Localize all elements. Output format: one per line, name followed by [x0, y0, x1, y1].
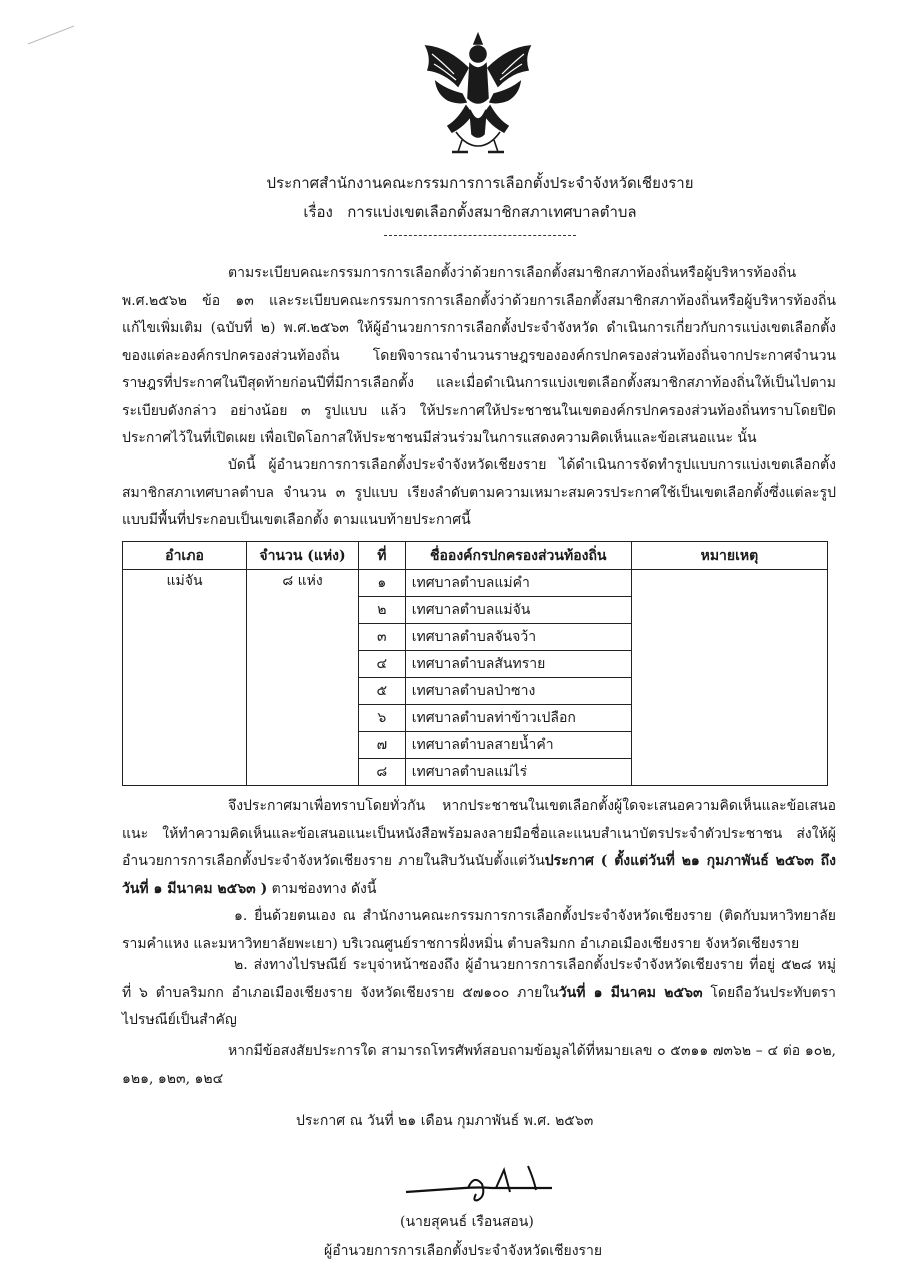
announcement-date: ประกาศ ณ วันที่ ๒๑ เดือน กุมภาพันธ์ พ.ศ. ๒๕๖๓ [296, 1113, 594, 1129]
table-header-row [123, 542, 828, 570]
cell-no: ๕ [358, 678, 405, 705]
paragraph-hereby-tail: ตามช่องทาง ดังนี้ [267, 880, 377, 897]
paragraph-regulation [122, 260, 836, 453]
subject-label: เรื่อง [303, 203, 333, 221]
channel-post-tail: โดยถือวันประทับตราไปรษณีย์เป็นสำคัญ [122, 984, 836, 1028]
channel-in-person-text: ๑. ยื่นด้วยตนเอง ณ สำนักงานคณะกรรมการการเลือกตั้งประจำจังหวัดเชียงราย (ติดกับมหาวิทยาลัยรามคำแหง และมหาวิทยาลัยพะเยา) บริเวณศูนย์ราชการฝั่งหมิ่น ตำบลริมกก อำเภอเมืองเชียงราย จังหวัดเชียงราย [122, 908, 836, 952]
cell-no: ๑ [358, 570, 405, 597]
cell-name: เทศบาลตำบลป่าซาง [405, 678, 631, 705]
municipality-table [122, 541, 828, 786]
title-divider [384, 235, 576, 236]
cell-no: ๔ [358, 651, 405, 678]
col-header-count: จำนวน (แห่ง) [247, 542, 359, 570]
col-header-name: ชื่อองค์กรปกครองส่วนท้องถิ่น [405, 542, 631, 570]
table-row [123, 570, 828, 597]
paragraph-now [122, 452, 836, 535]
signer-name: (นายสุคนธ์ เรือนสอน) [400, 1214, 534, 1230]
announcement-title: ประกาศสำนักงานคณะกรรมการการเลือกตั้งประจำจังหวัดเชียงราย [266, 174, 694, 192]
channel-post [122, 952, 836, 1035]
announcement-subject [20, 200, 900, 224]
cell-name: เทศบาลตำบลแม่ไร่ [405, 759, 631, 786]
cell-remark [631, 570, 827, 786]
cell-name: เทศบาลตำบลแม่คำ [405, 570, 631, 597]
cell-name: เทศบาลตำบลท่าข้าวเปลือก [405, 705, 631, 732]
paragraph-hereby [122, 793, 836, 903]
col-header-remark: หมายเหตุ [631, 542, 827, 570]
channel-in-person [122, 903, 836, 958]
cell-name: เทศบาลตำบลจันจว้า [405, 624, 631, 651]
paragraph-regulation-text: ตามระเบียบคณะกรรมการการเลือกตั้งว่าด้วยการเลือกตั้งสมาชิกสภาท้องถิ่นหรือผู้บริหารท้องถิ่น พ.ศ.๒๕๖๒ ข้อ ๑๓ และระเบียบคณะกรรมการการเลือกตั้งว่าด้วยการเลือกตั้งสมาชิกสภาท้องถิ่นหรือผู้บริหารท้องถิ่น แก้ไขเพิ่มเติม (ฉบับที่ ๒) พ.ศ.๒๕๖๓ ให้ผู้อำนวยการการเลือกตั้งประจำจังหวัด ดำเนินการเกี่ยวกับการแบ่งเขตเลือกตั้งของแต่ละองค์กรปกครองส่วนท้องถิ่น โดยพิจารณาจำนวนราษฎรขององค์กรปกครองส่วนท้องถิ่นจากประกาศจำนวนราษฎรที่ประกาศในปีสุดท้ายก่อนปีที่มีการเลือกตั้ง และเมื่อดำเนินการแบ่งเขตเลือกตั้งสมาชิกสภาท้องถิ่นให้เป็นไปตามระเบียบดังกล่าว อย่างน้อย ๓ รูปแบบ แล้ว ให้ประกาศให้ประชาชนในเขตองค์กรปกครองส่วนท้องถิ่นทราบโดยปิดประกาศไว้ในที่เปิดเผย เพื่อเปิดโอกาสให้ประชาชนมีส่วนร่วมในการแสดงความคิดเห็นและข้อเสนอแนะ นั้น [122, 265, 836, 446]
cell-count: ๘ แห่ง [247, 570, 359, 786]
paragraph-contact-text: หากมีข้อสงสัยประการใด สามารถโทรศัพท์สอบถามข้อมูลได้ที่หมายเลข ๐ ๕๓๑๑ ๗๓๖๒ – ๔ ต่อ ๑๐๒, ๑๒๑, ๑๒๓, ๑๒๔ [122, 1043, 836, 1087]
paragraph-hereby-period: ประกาศ ( ตั้งแต่วันที่ ๒๑ กุมภาพันธ์ ๒๕๖๓ ถึงวันที่ ๑ มีนาคม ๒๕๖๓ ) [122, 853, 836, 897]
cell-no: ๒ [358, 597, 405, 624]
signer-position: ผู้อำนวยการการเลือกตั้งประจำจังหวัดเชียงราย [324, 1243, 603, 1259]
cell-name: เทศบาลตำบลแม่จัน [405, 597, 631, 624]
cell-name: เทศบาลตำบลสายน้ำคำ [405, 732, 631, 759]
cell-no: ๓ [358, 624, 405, 651]
scan-mark [26, 24, 76, 46]
cell-name: เทศบาลตำบลสันทราย [405, 651, 631, 678]
cell-no: ๗ [358, 732, 405, 759]
garuda-emblem-icon [418, 28, 538, 158]
cell-no: ๖ [358, 705, 405, 732]
col-header-no: ที่ [358, 542, 405, 570]
paragraph-hereby-text: จึงประกาศมาเพื่อทราบโดยทั่วกัน หากประชาชนในเขตเลือกตั้งผู้ใดจะเสนอความคิดเห็นและข้อเสนอแนะ ให้ทำความคิดเห็นและข้อเสนอแนะเป็นหนังสือพร้อมลงลายมือชื่อและแนบสำเนาบัตรประจำตัวประชาชน ส่งให้ผู้อำนวยการการเลือกตั้งประจำจังหวัดเชียงราย ภายในสิบวันนับตั้งแต่วัน [122, 798, 836, 869]
channel-post-text: ๒. ส่งทางไปรษณีย์ ระบุจ่าหน้าซองถึง ผู้อำนวยการการเลือกตั้งประจำจังหวัดเชียงราย ที่อยู่ ๕๒๘ หมู่ที่ ๖ ตำบลริมกก อำเภอเมืองเชียงราย จังหวัดเชียงราย ๕๗๑๐๐ ภายใน [122, 957, 836, 1001]
cell-amphoe: แม่จัน [123, 570, 247, 786]
signature-icon [404, 1160, 564, 1210]
subject-text: การแบ่งเขตเลือกตั้งสมาชิกสภาเทศบาลตำบล [347, 203, 637, 221]
paragraph-now-text: บัดนี้ ผู้อำนวยการการเลือกตั้งประจำจังหวัดเชียงราย ได้ดำเนินการจัดทำรูปแบบการแบ่งเขตเลือกตั้งสมาชิกสภาเทศบาลตำบล จำนวน ๓ รูปแบบ เรียงลำดับตามความเหมาะสมควรประกาศใช้เป็นเขตเลือกตั้งซึ่งแต่ละรูปแบบมีพื้นที่ประกอบเป็นเขตเลือกตั้ง ตามแนบท้ายประกาศนี้ [122, 457, 836, 528]
col-header-amphoe: อำเภอ [123, 542, 247, 570]
channel-post-deadline: วันที่ ๑ มีนาคม ๒๕๖๓ [558, 984, 703, 1001]
paragraph-contact [122, 1038, 836, 1093]
cell-no: ๘ [358, 759, 405, 786]
